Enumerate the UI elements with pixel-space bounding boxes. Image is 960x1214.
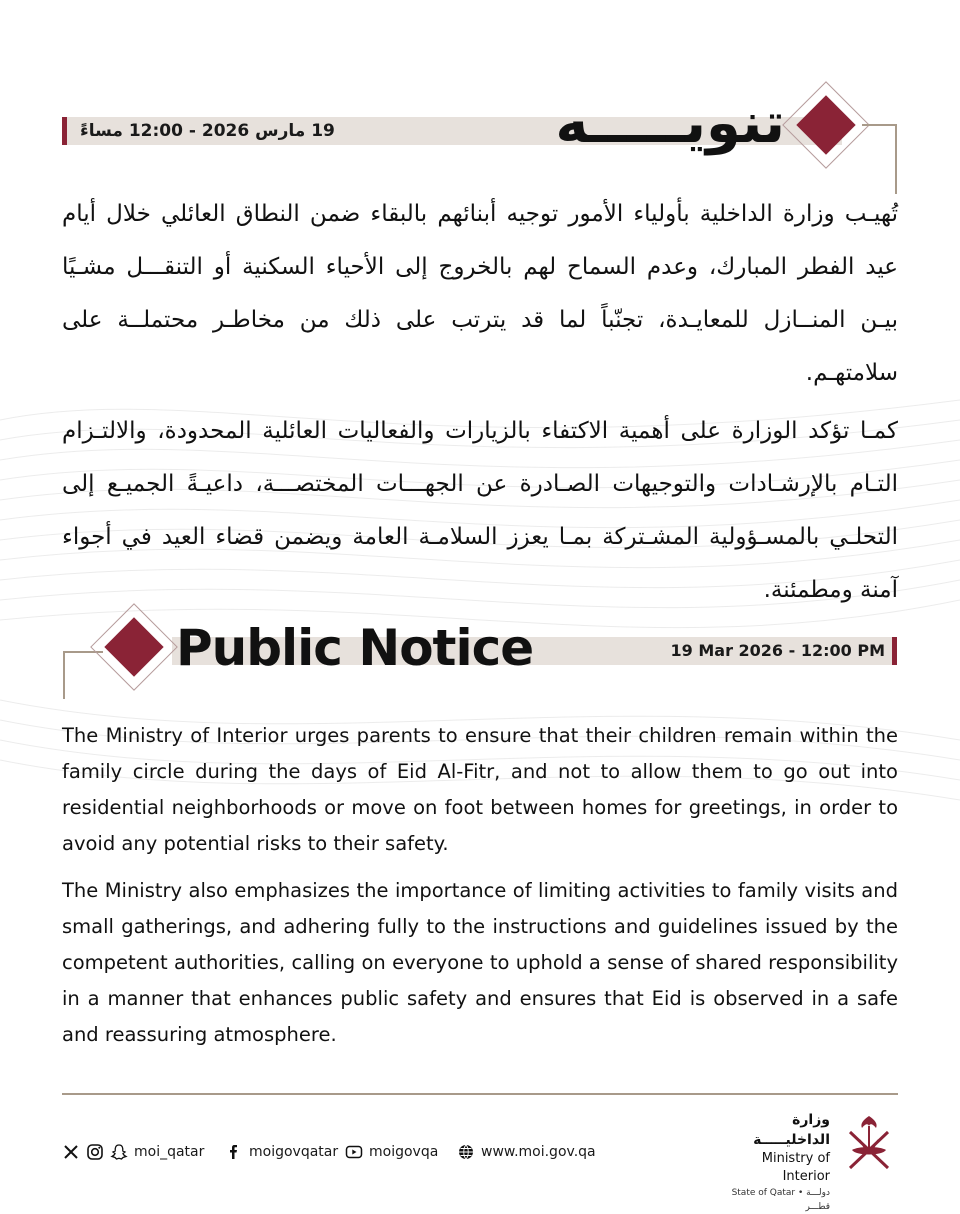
social-youtube[interactable] [345,1140,438,1164]
ministry-logo [730,1110,900,1212]
english-date: 19 Mar 2026 - 12:00 PM [670,641,885,660]
arabic-title: تنويـــــه [555,91,785,156]
arabic-corner-line [862,124,896,126]
english-paragraph-2: The Ministry also emphasizes the importance of limiting activities to family visits and small gatherings, and adhering fully to the instructions and guidelines issued by the competent authorities, calling on everyone to uphold a sense of shared responsibility in a manner that enhances public safety and ensures that Eid is observed in a safe and reassuring atmosphere. [62,879,898,1046]
youtube-icon[interactable] [345,1143,363,1161]
qatar-emblem-icon [838,1110,900,1172]
social-facebook[interactable] [225,1140,338,1164]
arabic-corner-line-vertical [895,124,897,194]
logo-text [730,1110,830,1214]
arabic-date: 19 مارس 2026 - 12:00 مساءً [80,121,335,141]
social-handle-moigovqatar[interactable]: moigovqatar [249,1144,339,1160]
english-title: Public Notice [176,619,534,677]
english-paragraph-1: The Ministry of Interior urges parents to ensure that their children remain within the family circle during the days of Eid Al-Fitr, and not to allow them to go out into residential neighborhoods or move on foot between homes for greetings, in order to avoid any potential risks to their safety. [62,724,898,855]
social-x-instagram-snapchat[interactable] [62,1140,204,1164]
logo-state-name: State of Qatar • دولـــة قطـــر [731,1188,830,1212]
instagram-icon[interactable] [86,1143,104,1161]
website-link[interactable] [457,1140,596,1164]
arabic-header-accent [62,117,67,145]
logo-english-name: Ministry of Interior [761,1151,830,1184]
facebook-icon[interactable] [225,1143,243,1161]
english-corner-line-vertical [63,651,65,699]
globe-icon[interactable] [457,1143,475,1161]
arabic-paragraph-2: كمـا تؤكد الوزارة على أهمية الاكتفاء بالزيارات والفعاليات العائلية المحدودة، والالتـزام التـام بالإرشـادات والتوجيهات الصـادرة عن الجهـــات المختصـــة، داعيـةً الجميـع إلى التحلـي بالمسـؤولية المشـتركة بمـا يعزز السلامـة العامة ويضمن قضاء العيد في أجواء آمنة ومطمئنة. [62,418,898,603]
footer-divider [62,1093,898,1095]
social-handle-moi-qatar[interactable]: moi_qatar [134,1144,205,1160]
social-handle-moigovqa[interactable]: moigovqa [369,1144,439,1160]
logo-arabic-name: وزارة الداخليـــــة [753,1112,830,1148]
x-icon[interactable] [62,1143,80,1161]
website-url[interactable]: www.moi.gov.qa [481,1144,596,1160]
arabic-paragraph-1: تُهيـب وزارة الداخلية بأولياء الأمور توجيه أبنائهم بالبقاء ضمن النطاق العائلي خلال أيام عيد الفطر المبارك، وعدم السماح لهم بالخروج إلى الأحياء السكنية أو التنقـــل مشـيًا بيـن المنــازل للمعايـدة، تجنّباً لما قد يترتب على ذلك من مخاطـر محتملــة على سلامتهـم. [62,201,898,386]
snapchat-icon[interactable] [110,1143,128,1161]
english-header-accent [892,637,897,665]
